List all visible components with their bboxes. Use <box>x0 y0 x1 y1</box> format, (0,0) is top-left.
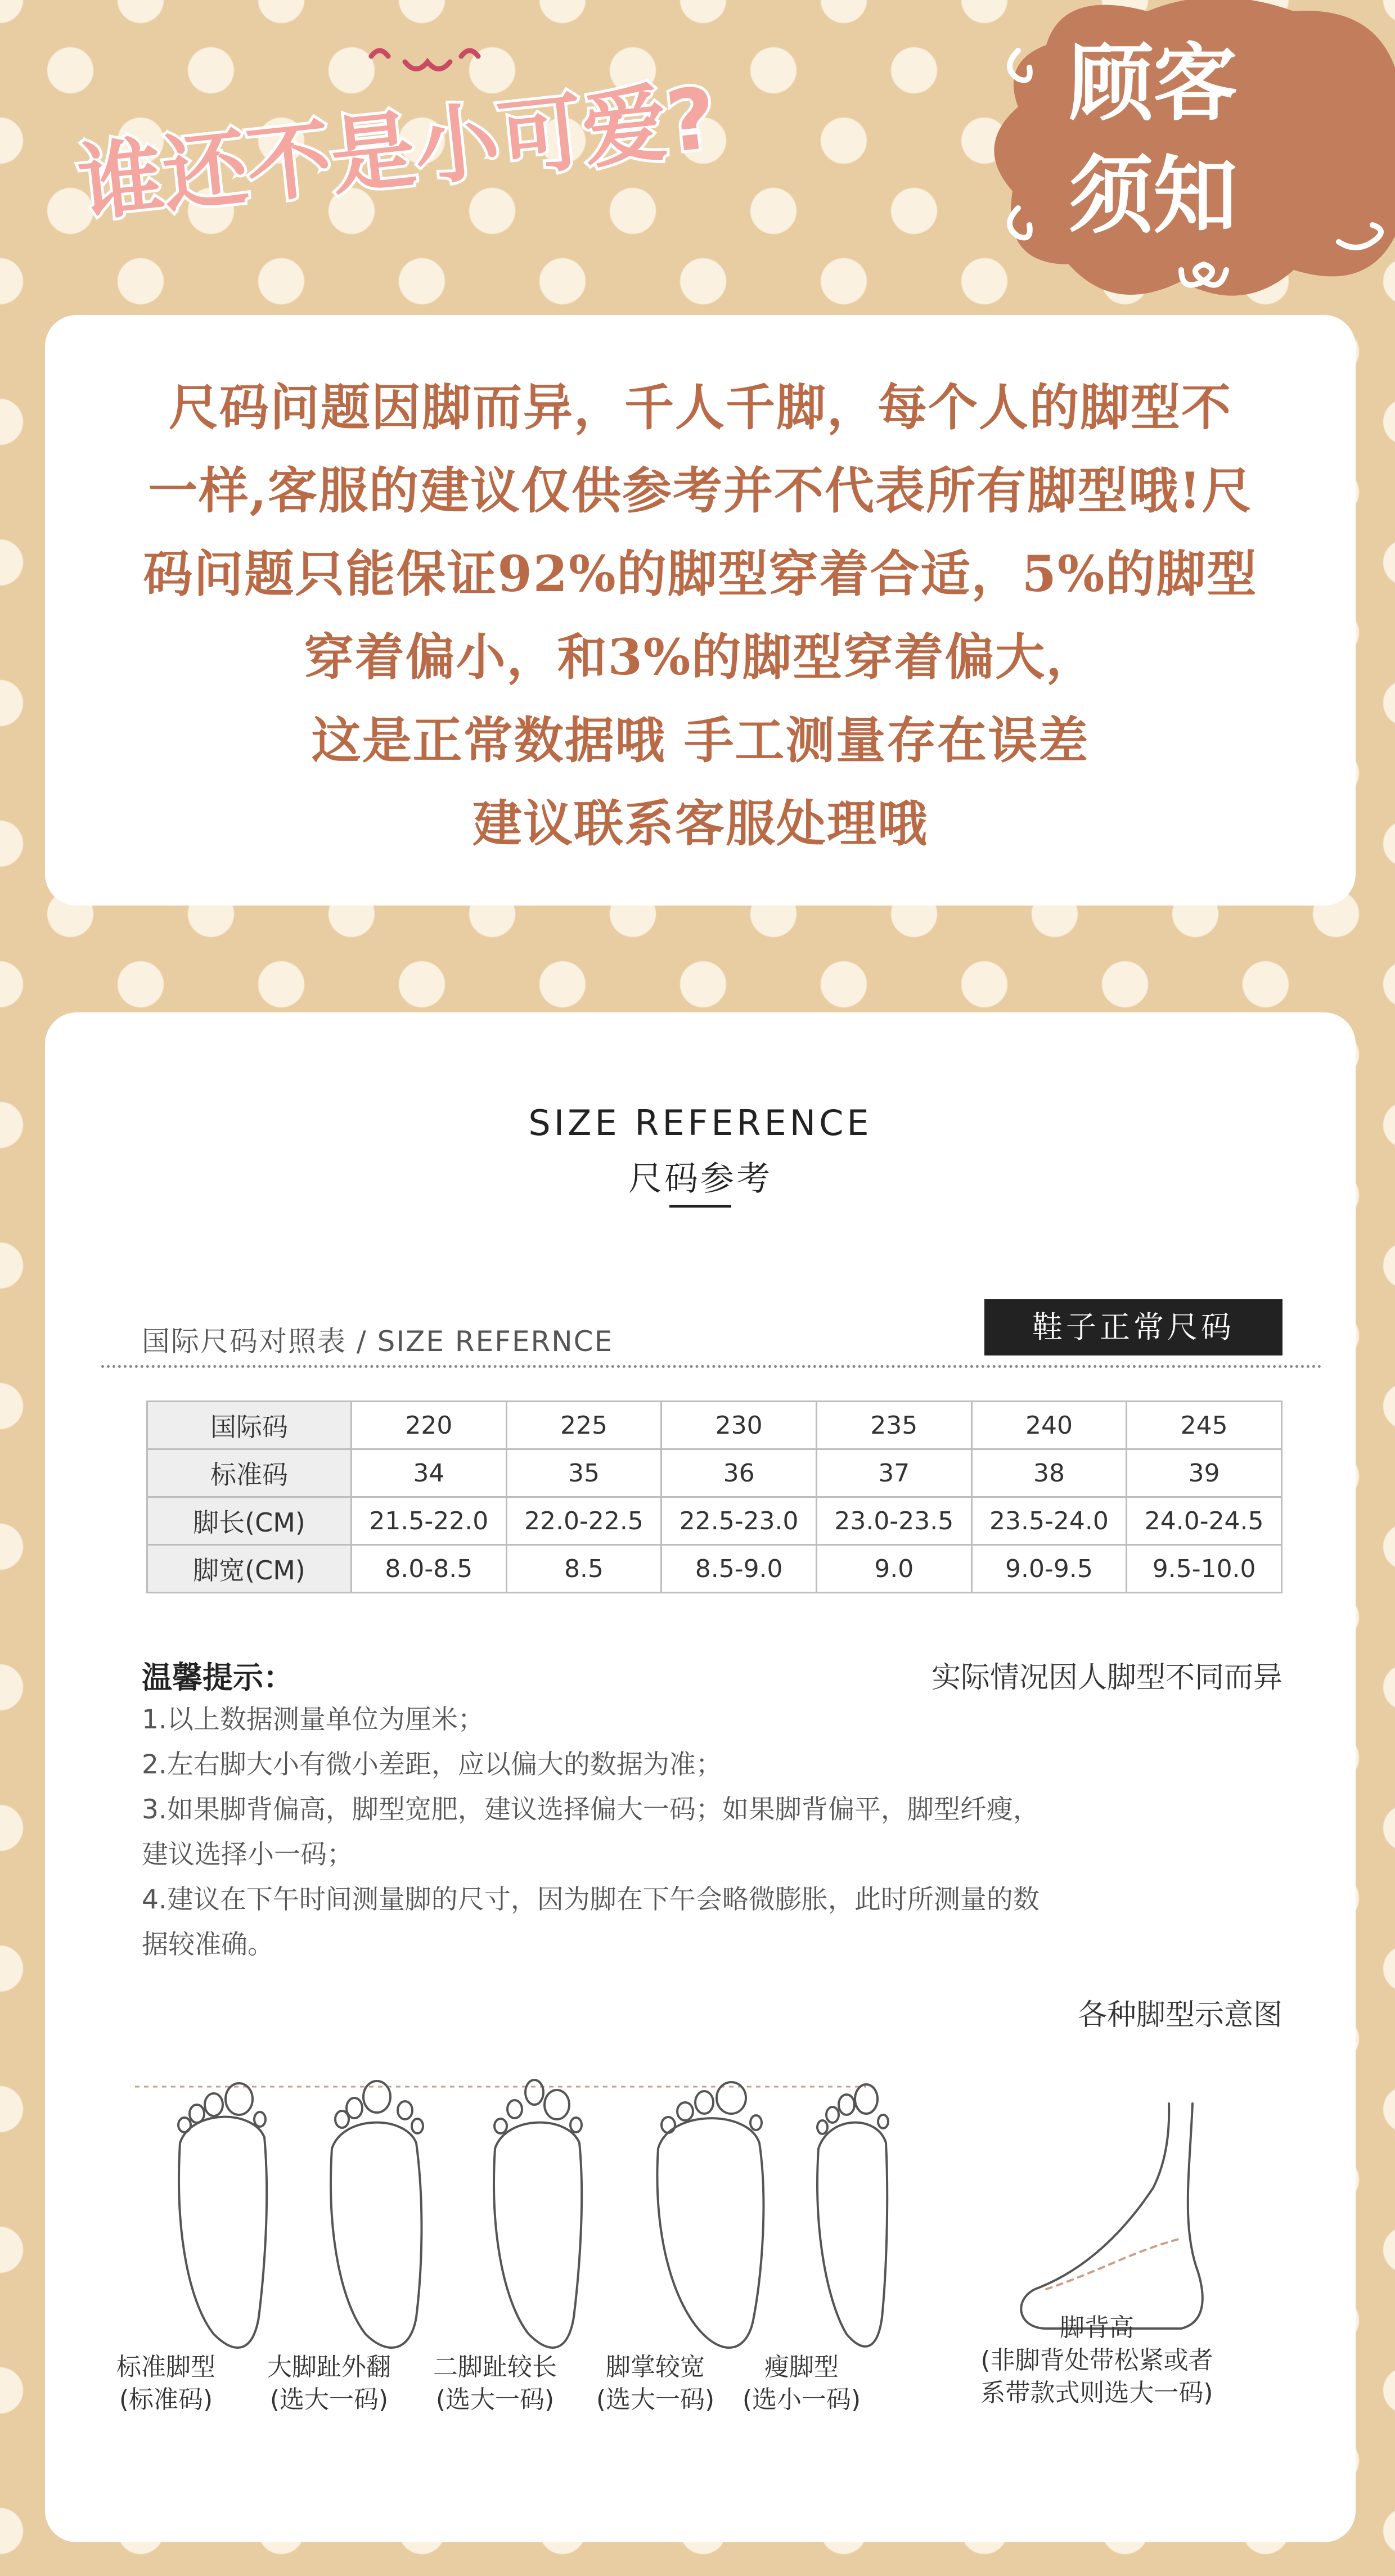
table-cell: 8.0-8.5 <box>352 1545 507 1593</box>
table-cell: 240 <box>971 1402 1127 1449</box>
instep-name: 脚背高 <box>1060 2313 1134 2342</box>
foot-types-caption: 各种脚型示意图 <box>1077 1998 1282 2032</box>
foot-type-label <box>422 2351 568 2416</box>
tip-line: 2.左右脚大小有微小差距，应以偏大的数据为准； <box>142 1749 722 1780</box>
table-cell: 9.0 <box>816 1545 971 1593</box>
table-cell: 35 <box>506 1449 662 1497</box>
table-cell: 23.5-24.0 <box>971 1497 1127 1545</box>
table-cell: 230 <box>662 1402 817 1449</box>
foot-type-advice: (选大一码) <box>435 2385 555 2414</box>
row-header: 国际码 <box>147 1402 352 1449</box>
table-cell: 225 <box>506 1402 662 1449</box>
tip-line: 3.如果脚背偏高，脚型宽肥，建议选择偏大一码；如果脚背偏平，脚型纤瘦， <box>142 1794 1040 1825</box>
slim-foot-icon <box>817 2084 888 2347</box>
foot-type-label <box>588 2351 723 2416</box>
title-divider <box>669 1205 731 1208</box>
long-second-toe-foot-icon <box>494 2080 582 2348</box>
kaomoji-face-icon <box>371 51 478 69</box>
bunion-foot-icon <box>331 2081 423 2348</box>
table-cell: 8.5 <box>506 1545 662 1593</box>
badge-line2: 须知 <box>1069 147 1238 245</box>
table-row <box>147 1497 1282 1545</box>
foot-type-label <box>734 2351 869 2416</box>
foot-type-label <box>256 2351 402 2416</box>
dotted-divider <box>101 1365 1322 1368</box>
table-cell: 34 <box>352 1449 507 1497</box>
table-cell: 39 <box>1127 1449 1282 1497</box>
table-cell: 23.0-23.5 <box>816 1497 971 1545</box>
tips-title: 温馨提示： <box>142 1660 294 1695</box>
tip-line: 4.建议在下午时间测量脚的尺寸，因为脚在下午会略微膨胀，此时所测量的数 <box>142 1884 1040 1915</box>
instep-label <box>939 2312 1254 2410</box>
notice-line: 穿着偏小，和3%的脚型穿着偏大， <box>304 628 1097 686</box>
notice-line: 尺码问题因脚而异，千人千脚，每个人的脚型不 <box>168 378 1232 436</box>
table-row <box>147 1449 1282 1497</box>
size-chart-heading: 国际尺码对照表 / SIZE REFERNCE <box>142 1325 614 1358</box>
tip-line: 1.以上数据测量单位为厘米； <box>142 1704 484 1735</box>
table-row <box>147 1402 1282 1449</box>
row-header: 脚长(CM) <box>147 1497 352 1545</box>
notice-line: 一样,客服的建议仅供参考并不代表所有脚型哦!尺 <box>148 461 1253 520</box>
standard-foot-icon <box>178 2083 267 2348</box>
table-cell: 245 <box>1127 1402 1282 1449</box>
tip-line: 建议选择小一码； <box>142 1839 353 1870</box>
table-cell: 24.0-24.5 <box>1127 1497 1282 1545</box>
table-cell: 36 <box>662 1449 817 1497</box>
size-reference-card <box>45 1012 1356 2542</box>
notice-text <box>45 315 1356 865</box>
table-cell: 21.5-22.0 <box>352 1497 507 1545</box>
instep-advice: (非脚背处带松紧或者 <box>980 2346 1213 2375</box>
table-cell: 38 <box>971 1449 1127 1497</box>
table-cell: 37 <box>816 1449 971 1497</box>
notice-line: 建议联系客服处理哦 <box>472 794 928 853</box>
size-reference-title: SIZE REFERENCE <box>528 1102 872 1143</box>
table-cell: 220 <box>352 1402 507 1449</box>
tip-line: 据较准确。 <box>142 1929 274 1960</box>
foot-type-name: 瘦脚型 <box>764 2353 839 2381</box>
foot-type-name: 标准脚型 <box>116 2353 215 2381</box>
table-cell: 235 <box>816 1402 971 1449</box>
table-cell: 22.0-22.5 <box>506 1497 662 1545</box>
foot-type-advice: (标准码) <box>119 2385 213 2414</box>
foot-type-advice: (选小一码) <box>742 2385 861 2414</box>
table-row <box>147 1545 1282 1593</box>
table-cell: 9.5-10.0 <box>1127 1545 1282 1593</box>
row-header: 标准码 <box>147 1449 352 1497</box>
notice-line: 这是正常数据哦 手工测量存在误差 <box>311 711 1090 769</box>
badge-line1: 顾客 <box>1069 35 1238 133</box>
tips-note: 实际情况因人脚型不同而异 <box>931 1661 1282 1695</box>
notice-badge <box>979 0 1395 315</box>
banner-text: 谁还不是小可爱? <box>74 69 721 234</box>
notice-card <box>45 315 1356 906</box>
foot-type-label <box>98 2351 233 2416</box>
foot-type-advice: (选大一码) <box>596 2385 715 2414</box>
high-instep-foot-icon <box>1021 2104 1202 2329</box>
table-cell: 22.5-23.0 <box>662 1497 817 1545</box>
table-cell: 9.0-9.5 <box>971 1545 1127 1593</box>
instep-advice: 系带款式则选大一码) <box>980 2379 1213 2407</box>
table-cell: 8.5-9.0 <box>662 1545 817 1593</box>
size-reference-subtitle: 尺码参考 <box>628 1159 772 1199</box>
foot-type-advice: (选大一码) <box>269 2385 389 2414</box>
foot-type-name: 二脚趾较长 <box>433 2353 557 2381</box>
row-header: 脚宽(CM) <box>147 1545 352 1593</box>
foot-type-name: 脚掌较宽 <box>606 2353 705 2381</box>
banner-title <box>68 22 721 292</box>
notice-line: 码问题只能保证92%的脚型穿着合适，5%的脚型 <box>143 544 1258 603</box>
foot-type-name: 大脚趾外翻 <box>267 2353 391 2381</box>
wide-foot-icon <box>657 2082 763 2348</box>
size-table <box>146 1400 1282 1593</box>
normal-size-badge: 鞋子正常尺码 <box>984 1299 1282 1355</box>
